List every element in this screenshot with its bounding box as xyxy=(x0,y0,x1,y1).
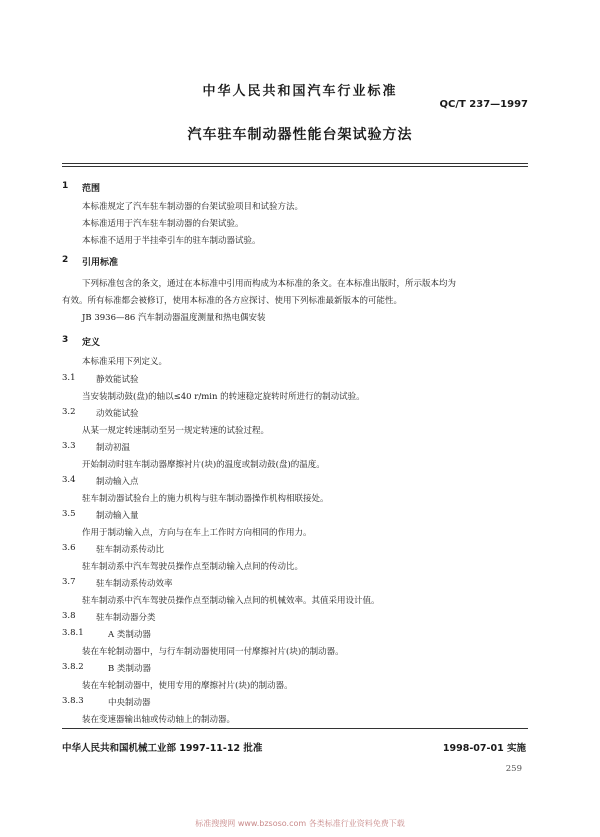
definition-term: 制动输入量 xyxy=(96,511,139,521)
section-1-number: 1 xyxy=(62,181,69,191)
definition-term: 制动输入点 xyxy=(96,477,139,487)
definition-number: 3.8.2 xyxy=(62,662,84,672)
definition-text: 驻车制动器试验台上的施力机构与驻车制动器操作机构相联接处。 xyxy=(82,494,329,504)
footer-rule xyxy=(62,728,528,729)
definition-number: 3.6 xyxy=(62,543,76,553)
standard-category-header: 中华人民共和国汽车行业标准 xyxy=(202,84,398,99)
definition-number: 3.1 xyxy=(62,373,76,383)
definition-text: 作用于制动输入点，方向与在车上工作时方向相同的作用力。 xyxy=(82,528,312,538)
section-2-heading: 引用标准 xyxy=(82,258,119,268)
definition-number: 3.8.1 xyxy=(62,628,84,638)
section-2-reference: JB 3936—86 汽车制动器温度测量和热电偶安装 xyxy=(82,313,266,323)
section-2-number: 2 xyxy=(62,255,69,265)
definition-text: 当安装制动鼓(盘)的轴以≤40 r/min 的转速稳定旋转时所进行的制动试验。 xyxy=(82,392,365,402)
approval-issuer: 中华人民共和国机械工业部 1997-11-12 批准 xyxy=(62,743,263,754)
section-3-intro: 本标准采用下列定义。 xyxy=(82,357,168,367)
definition-number: 3.5 xyxy=(62,509,76,519)
definition-text: 装在变速器输出轴或传动轴上的制动器。 xyxy=(82,715,236,725)
definition-number: 3.2 xyxy=(62,407,76,417)
definition-term: 中央制动器 xyxy=(108,698,151,708)
definition-text: 驻车制动系中汽车驾驶员操作点至制动输入点间的传动比。 xyxy=(82,562,304,572)
definition-text: 装在车轮制动器中，使用专用的摩擦衬片(块)的制动器。 xyxy=(82,681,293,691)
definition-number: 3.8.3 xyxy=(62,696,84,706)
definition-term: B 类制动器 xyxy=(108,664,151,674)
definition-number: 3.4 xyxy=(62,475,76,485)
section-1-heading: 范围 xyxy=(82,184,101,194)
section-2-line-1: 下列标准包含的条文，通过在本标准中引用而构成为本标准的条文。在本标准出版时，所示版本均为 xyxy=(82,279,457,289)
top-rule xyxy=(62,163,528,164)
definition-term: 静效能试验 xyxy=(96,375,139,385)
definition-term: 制动初温 xyxy=(96,443,131,453)
section-3-number: 3 xyxy=(62,335,69,345)
definition-term: 驻车制动系传动效率 xyxy=(96,579,173,589)
section-1-line-3: 本标准不适用于半挂牵引车的驻车制动器试验。 xyxy=(82,236,261,246)
definition-text: 驻车制动系中汽车驾驶员操作点至制动输入点间的机械效率。其值采用设计值。 xyxy=(82,596,380,606)
definition-text: 装在车轮制动器中，与行车制动器使用同一付摩擦衬片(块)的制动器。 xyxy=(82,647,344,657)
section-3-heading: 定义 xyxy=(82,338,101,348)
definition-term: 动效能试验 xyxy=(96,409,139,419)
definition-text: 开始制动时驻车制动器摩擦衬片(块)的温度或制动鼓(盘)的温度。 xyxy=(82,460,325,470)
section-2-line-2: 有效。所有标准都会被修订，使用本标准的各方应探讨、使用下列标准最新版本的可能性。 xyxy=(62,296,403,306)
definition-term: A 类制动器 xyxy=(108,630,151,640)
watermark-text: 标准搜搜网 www.bzsoso.com 各类标准行业资料免费下载 xyxy=(195,819,405,828)
document-title: 汽车驻车制动器性能台架试验方法 xyxy=(187,127,413,143)
definition-term: 驻车制动系传动比 xyxy=(96,545,165,555)
section-1-line-1: 本标准规定了汽车驻车制动器的台架试验项目和试验方法。 xyxy=(82,202,304,212)
top-rule-second xyxy=(62,166,528,167)
definition-number: 3.3 xyxy=(62,441,76,451)
effective-date: 1998-07-01 实施 xyxy=(442,743,526,754)
definition-number: 3.8 xyxy=(62,611,76,621)
definition-number: 3.7 xyxy=(62,577,76,587)
section-1-line-2: 本标准适用于汽车驻车制动器的台架试验。 xyxy=(82,219,244,229)
standard-number: QC/T 237—1997 xyxy=(439,99,528,110)
definition-text: 从某一规定转速制动至另一规定转速的试验过程。 xyxy=(82,426,270,436)
page-number: 259 xyxy=(505,764,522,774)
definition-term: 驻车制动器分类 xyxy=(96,613,156,623)
